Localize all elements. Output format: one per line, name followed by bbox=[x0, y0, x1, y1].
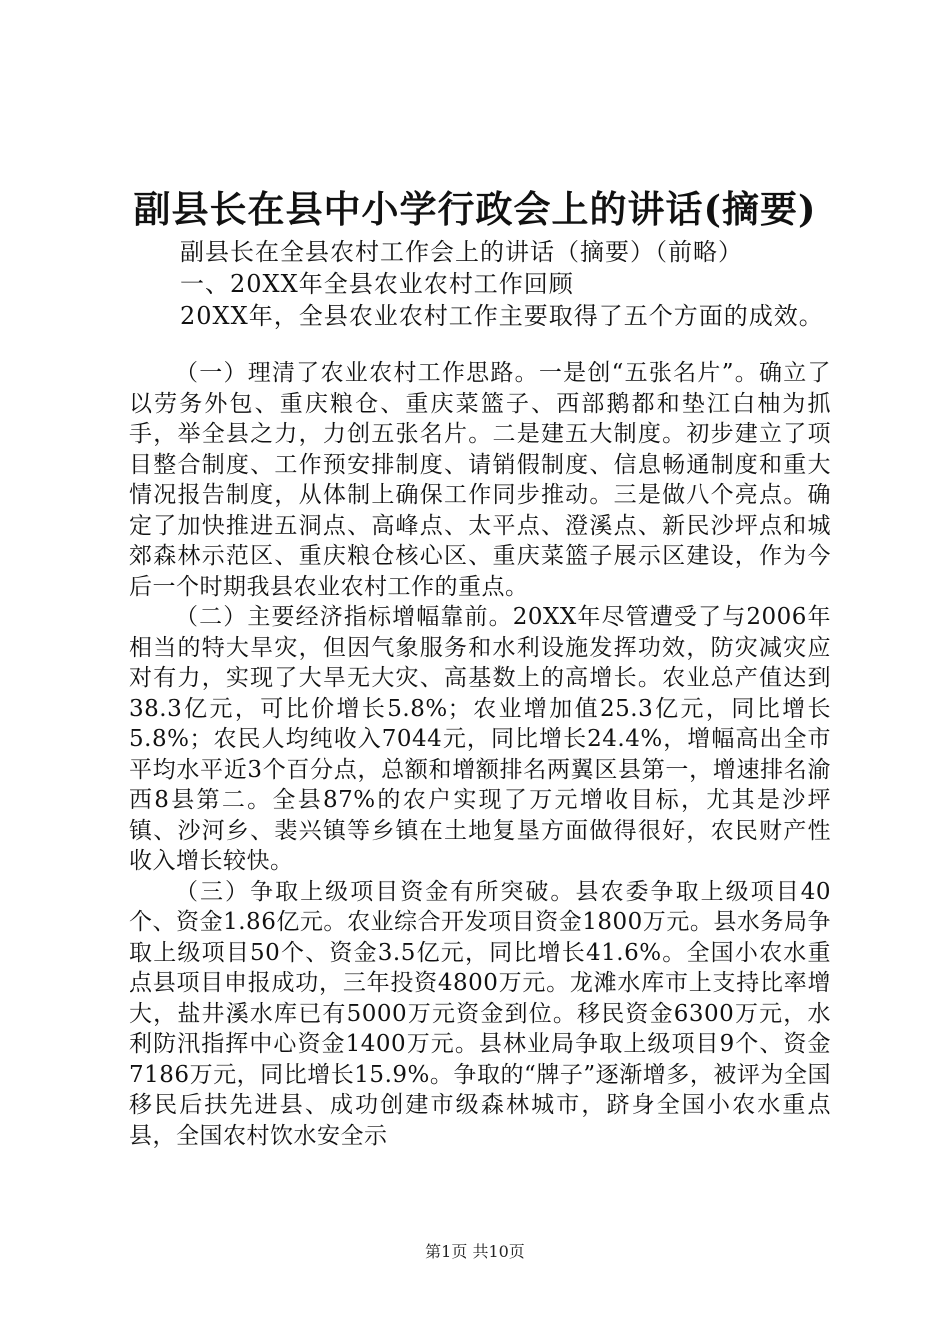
intro-line-3: 20XX年，全县农业农村工作主要取得了五个方面的成效。 bbox=[180, 302, 824, 330]
intro-line-2: 一、20XX年全县农业农村工作回顾 bbox=[180, 270, 574, 298]
paragraph-1: （一）理清了农业农村工作思路。一是创“五张名片”。确立了以劳务外包、重庆粮仓、重庆菜篮子、西部鹅都和垫江白柚为抓手，举全县之力，力创五张名片。二是建五大制度。初步建立了项目整合制度、工作预安排制度、请销假制度、信息畅通制度和重大情况报告制度，从体制上确保工作同步推动。三是做八个亮点。确定了加快推进五洞点、高峰点、太平点、澄溪点、新民沙坪点和城郊森林示范区、重庆粮仓核心区、重庆菜篮子展示区建设，作为今后一个时期我县农业农村工作的重点。 bbox=[129, 360, 831, 600]
intro-line-1: 副县长在全县农村工作会上的讲话（摘要）（前略） bbox=[180, 238, 743, 266]
body-text bbox=[129, 358, 831, 1151]
page-footer: 第1页 共10页 bbox=[425, 1242, 525, 1261]
document-title: 副县长在县中小学行政会上的讲话(摘要) bbox=[133, 187, 817, 231]
paragraph-2: （二）主要经济指标增幅靠前。20XX年尽管遭受了与2006年相当的特大旱灾，但因气象服务和水利设施发挥功效，防灾减灾应对有力，实现了大旱无大灾、高基数上的高增长。农业总产值达到38.3亿元，可比价增长5.8%；农业增加值25.3亿元，同比增长5.8%；农民人均纯收入7044元，同比增长24.4%，增幅高出全市平均水平近3个百分点，总额和增额排名两翼区县第一，增速排名渝西8县第二。全县87%的农户实现了万元增收目标，尤其是沙坪镇、沙河乡、裴兴镇等乡镇在土地复垦方面做得很好，农民财产性收入增长较快。 bbox=[129, 604, 831, 874]
paragraph-3: （三）争取上级项目资金有所突破。县农委争取上级项目40个、资金1.86亿元。农业综合开发项目资金1800万元。县水务局争取上级项目50个、资金3.5亿元，同比增长41.6%。全国小农水重点县项目申报成功，三年投资4800万元。龙滩水库市上支持比率增大，盐井溪水库已有5000万元资金到位。移民资金6300万元，水利防汛指挥中心资金1400万元。县林业局争取上级项目9个、资金7186万元，同比增长15.9%。争取的“牌子”逐渐增多，被评为全国移民后扶先进县、成功创建市级森林城市，跻身全国小农水重点县，全国农村饮水安全示 bbox=[129, 878, 831, 1149]
